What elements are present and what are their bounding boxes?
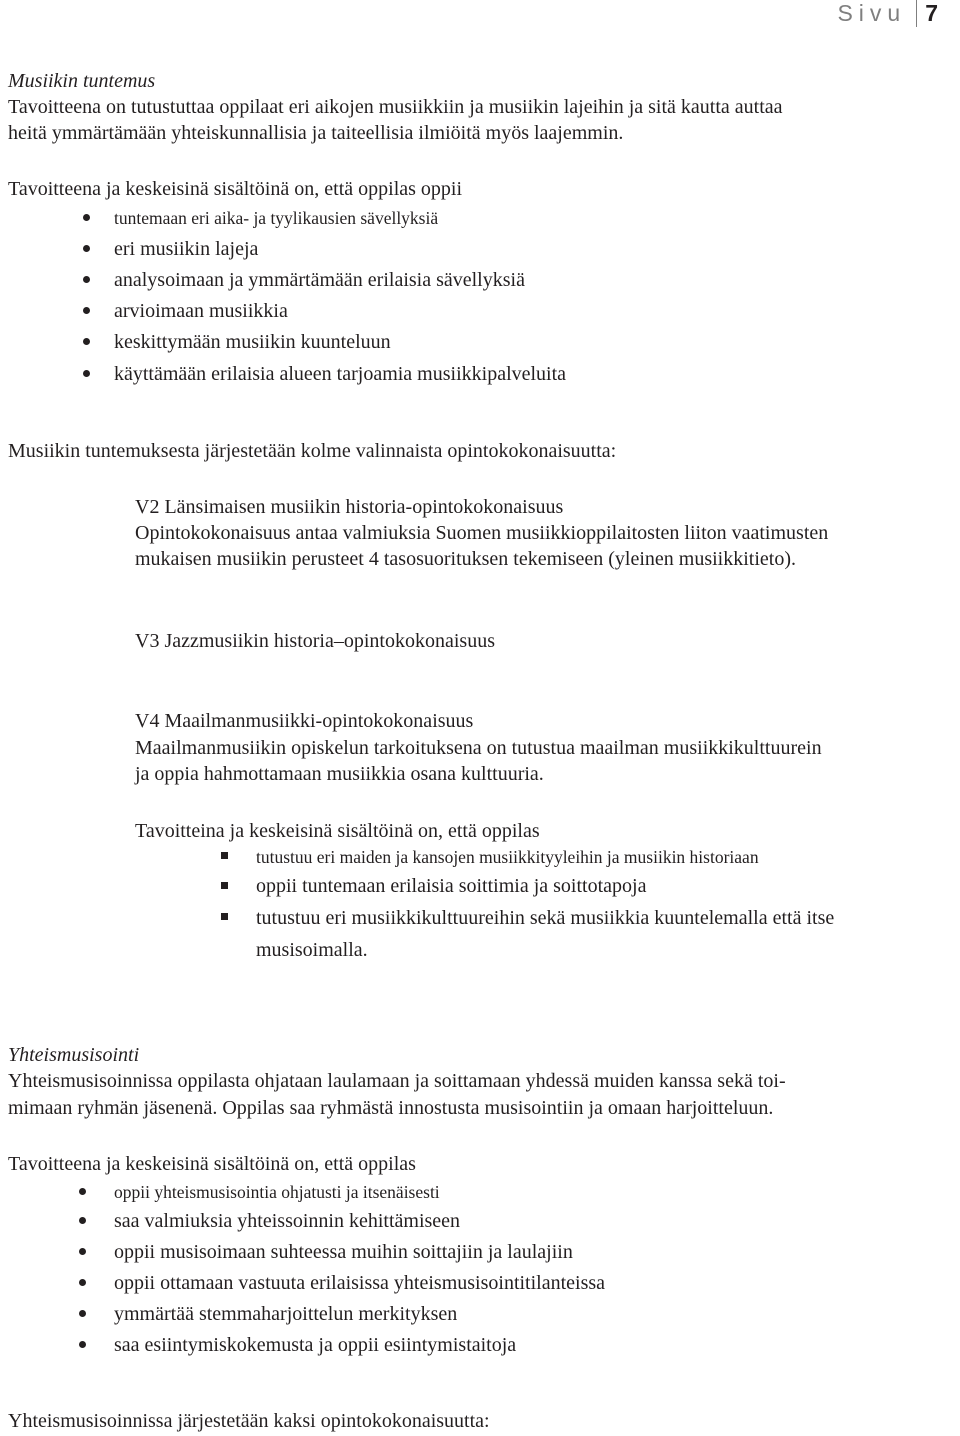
section-title-ensemble: Yhteismusisointi bbox=[8, 1044, 140, 1066]
header-divider bbox=[916, 0, 917, 27]
v4-title: V4 Maailmanmusiikki-opintokokonaisuus bbox=[135, 710, 474, 732]
bullet-icon bbox=[79, 1279, 86, 1286]
v4-description-line-1: Maailmanmusiikin opiskelun tarkoituksena on tutustua maailman musiikkikulttuurein bbox=[135, 737, 822, 759]
ensemble-intro-line-2: mimaan ryhmän jäsenenä. Oppilas saa ryhmästä innostusta musisointiin ja omaan harjoitteluun. bbox=[8, 1097, 774, 1119]
bullet-icon bbox=[79, 1248, 86, 1255]
page-number: 7 bbox=[925, 0, 938, 26]
list-item: saa valmiuksia yhteissoinnin kehittämiseen bbox=[114, 1210, 461, 1232]
v2-description-line-2: mukaisen musiikin perusteet 4 tasosuorituksen tekemiseen (yleinen musiikkitieto). bbox=[135, 548, 796, 570]
ensemble-goals-lead: Tavoitteena ja keskeisinä sisältöinä on, että oppilas bbox=[8, 1153, 416, 1175]
square-bullet-icon bbox=[221, 882, 228, 889]
square-bullet-icon bbox=[221, 852, 228, 859]
list-item: käyttämään erilaisia alueen tarjoamia musiikkipalveluita bbox=[114, 363, 567, 385]
bullet-icon bbox=[79, 1341, 86, 1348]
bullet-icon bbox=[83, 245, 90, 252]
music-intro-line-2: heitä ymmärtämään yhteiskunnallisia ja taiteellisia ilmiöitä myös laajemmin. bbox=[8, 122, 624, 144]
list-item: eri musiikin lajeja bbox=[114, 238, 259, 260]
list-item: ymmärtää stemmaharjoittelun merkityksen bbox=[114, 1303, 458, 1325]
list-item: oppii yhteismusisointia ohjatusti ja itsenäisesti bbox=[114, 1182, 440, 1202]
list-item: analysoimaan ja ymmärtämään erilaisia sävellyksiä bbox=[114, 269, 525, 291]
list-item: tutustuu eri musiikkikulttuureihin sekä musiikkia kuuntelemalla että itse bbox=[256, 907, 835, 929]
list-item: oppii musisoimaan suhteessa muihin soittajiin ja laulajiin bbox=[114, 1241, 573, 1263]
list-item: oppii ottamaan vastuuta erilaisissa yhteismusisointitilanteissa bbox=[114, 1272, 606, 1294]
v4-goals-lead: Tavoitteina ja keskeisinä sisältöinä on, että oppilas bbox=[135, 820, 540, 842]
v3-title: V3 Jazzmusiikin historia–opintokokonaisuus bbox=[135, 630, 495, 652]
bullet-icon bbox=[79, 1310, 86, 1317]
list-item: saa esiintymiskokemusta ja oppii esiintymistaitoja bbox=[114, 1334, 517, 1356]
bullet-icon bbox=[83, 276, 90, 283]
page-label: Sivu bbox=[837, 0, 907, 26]
music-goals-lead: Tavoitteena ja keskeisinä sisältöinä on, että oppilas oppii bbox=[8, 178, 463, 200]
bullet-icon bbox=[79, 1188, 86, 1195]
v2-title: V2 Länsimaisen musiikin historia-opintokokonaisuus bbox=[135, 496, 564, 518]
v4-description-line-2: ja oppia hahmottamaan musiikkia osana kulttuuria. bbox=[135, 763, 544, 785]
bullet-icon bbox=[83, 214, 90, 221]
electives-lead: Musiikin tuntemuksesta järjestetään kolme valinnaista opintokokonaisuutta: bbox=[8, 440, 617, 462]
ensemble-footer-line: Yhteismusisoinnissa järjestetään kaksi opintokokonaisuutta: bbox=[8, 1410, 490, 1432]
ensemble-intro-line-1: Yhteismusisoinnissa oppilasta ohjataan laulamaan ja soittamaan yhdessä muiden kanssa sekä toi- bbox=[8, 1070, 786, 1092]
list-item: arvioimaan musiikkia bbox=[114, 300, 288, 322]
v2-description-line-1: Opintokokonaisuus antaa valmiuksia Suomen musiikkioppilaitosten liiton vaatimusten bbox=[135, 522, 829, 544]
bullet-icon bbox=[83, 370, 90, 377]
section-title-music-appreciation: Musiikin tuntemus bbox=[8, 70, 156, 92]
page-header bbox=[837, 0, 938, 26]
bullet-icon bbox=[79, 1217, 86, 1224]
list-item: oppii tuntemaan erilaisia soittimia ja soittotapoja bbox=[256, 875, 647, 897]
bullet-icon bbox=[83, 307, 90, 314]
list-item: tuntemaan eri aika- ja tyylikausien sävellyksiä bbox=[114, 208, 439, 228]
list-item: keskittymään musiikin kuunteluun bbox=[114, 331, 391, 353]
square-bullet-icon bbox=[221, 913, 228, 920]
list-item: tutustuu eri maiden ja kansojen musiikkityyleihin ja musiikin historiaan bbox=[256, 847, 759, 867]
list-item-continuation: musisoimalla. bbox=[256, 939, 368, 961]
bullet-icon bbox=[83, 338, 90, 345]
music-intro-line-1: Tavoitteena on tutustuttaa oppilaat eri aikojen musiikkiin ja musiikin lajeihin ja sitä kautta auttaa bbox=[8, 96, 783, 118]
